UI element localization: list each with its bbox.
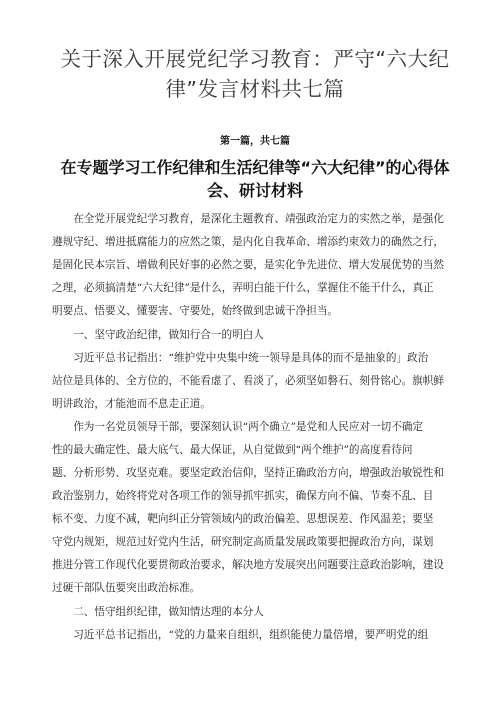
paragraph-line: 是固化民本宗旨、增做利民好事的必然之要，是实化争先进位、增大发展优势的当然	[52, 259, 444, 271]
paragraph-line: 习近平总书记指出，“党的力量来自组织，组织能使力量倍增，要严明党的组	[73, 629, 429, 641]
body-paragraph	[52, 416, 458, 600]
section-heading-line-2: 会、研讨材料	[206, 181, 303, 200]
section-heading	[52, 156, 458, 202]
document-title-line-2: 律”发言材料共七篇	[165, 77, 345, 101]
paragraph-line: 之理，必须搞清楚“六大纪律”是什么，弄明白能干什么，掌握住不能干什么，真正	[52, 282, 434, 294]
subsection-heading: 二、悟守组织纪律，做知情达理的本分人	[73, 606, 264, 618]
paragraph-line: 在全党开展党纪学习教育，是深化主题教育、靖强政治定力的实然之举，是强化	[73, 213, 444, 225]
paragraph-line: 作为一名党员领导干部，要深刻认识“两个确立”是党和人民应对一切不确定	[73, 421, 424, 433]
paragraph-line: 政治鉴别力，始终将党对各项工作的领导抓牢抓实，确保方向不偏、节奏不乱、目	[52, 490, 434, 502]
body-paragraph	[52, 347, 458, 416]
paragraph-line: 习近平总书记指出：“维护党中央集中统一领导是具体的而不是抽象的」政治	[73, 352, 429, 364]
paragraph-line: 性的最大确定性、最大底气、最大保证，从自觉做到“两个维护”的高度看待问	[52, 444, 413, 456]
section-label: 第一篇，共七篇	[220, 136, 290, 147]
document-title-line-1: 关于深入开展党纪学习教育：严守“六大纪	[60, 47, 450, 71]
paragraph-line: 明要点、悟要义、懂要害、守要处，始终做到忠诚干净担当。	[52, 305, 339, 317]
paragraph-line: 明讲政治，才能池而不息走正道。	[52, 398, 211, 410]
paragraph-line: 题、分析形势、攻坚克难。要坚定政治信仰，坚持正确政治方向，增强政治敏锐性和	[52, 467, 444, 479]
document-title	[52, 0, 458, 104]
paragraph-line: 遵规守纪、增进抵腐能力的应然之策，是内化自我革命、增添约束效力的确然之行，	[52, 236, 444, 248]
subsection-heading: 一、坚守政治纪律，做知行合一的明白人	[73, 329, 264, 341]
paragraph-line: 守党内规矩，规范过好党内生活，研究制定高质量发展政策要把握政治方向，谋划	[52, 536, 434, 548]
paragraph-line: 站位是具体的、全方位的，不能看虚了、看淡了，必须坚如磐石、刻骨铭心。旗帜鲜	[52, 375, 444, 387]
section-heading-line-1: 在专题学习工作纪律和生活纪律等“六大纪律”的心得体	[60, 158, 450, 177]
paragraph-line: 过硬干部队伍要突出政治标准。	[52, 582, 201, 594]
paragraph-line: 推进分管工作现代化要贯彻政治要求，解决地方发展突出问题要注意政治影响，建设	[52, 559, 444, 571]
paragraph-line: 标不变、力度不减，靶向纠正分管领域内的政治偏差、思想误差、作风温差；要坚	[52, 513, 434, 525]
body-paragraph	[52, 208, 458, 323]
document-body	[52, 208, 458, 647]
body-paragraph	[52, 624, 458, 647]
